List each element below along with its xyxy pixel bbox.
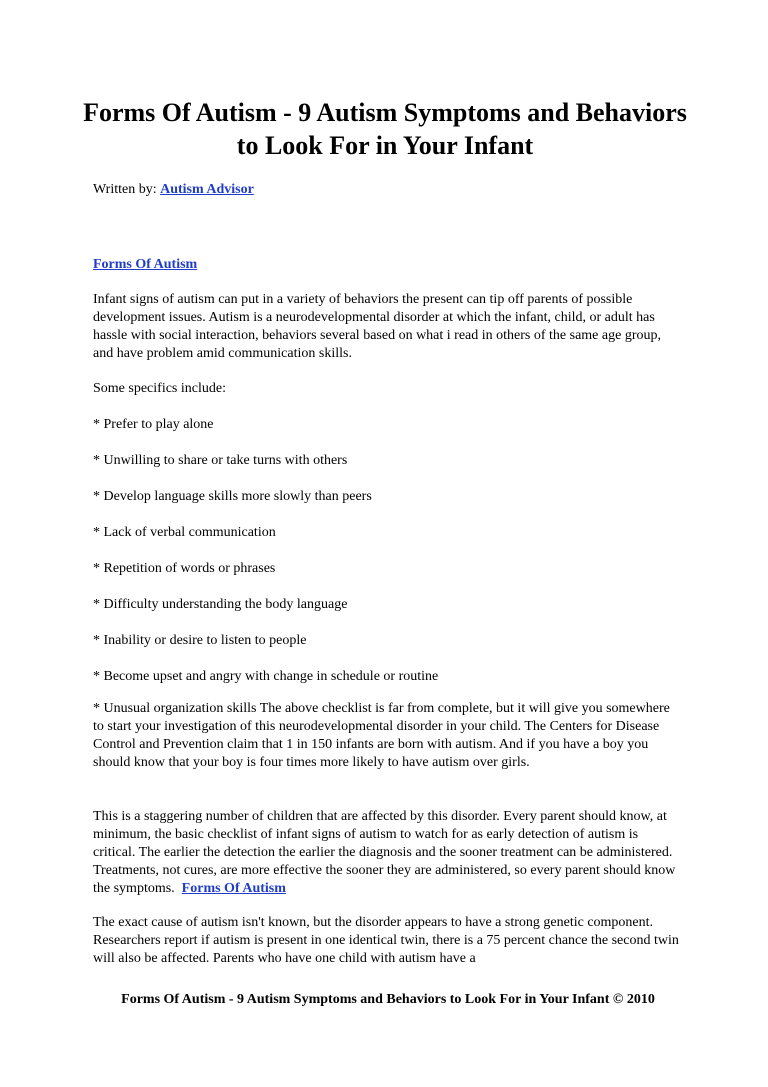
paragraph-intro: Infant signs of autism can put in a variety of behaviors the present can tip off parents of possible development issues. Autism is a neurodevelopmental disorder at which the infant, child, or adult has hassle with social interaction, behaviors several based on what i read in others of the same age group, and have problem amid communication skills. <box>93 292 661 361</box>
section-heading <box>93 256 197 274</box>
page-footer: Forms Of Autism - 9 Autism Symptoms and Behaviors to Look For in Your Infant © 2010 <box>121 992 655 1007</box>
paragraph-specifics: Some specifics include: <box>93 381 226 396</box>
symptom-list <box>93 416 683 704</box>
inline-link[interactable]: Forms Of Autism <box>181 881 286 896</box>
paragraph-statistics <box>93 808 683 898</box>
paragraph-checklist: * Unusual organization skills The above checklist is far from complete, but it will give you somewhere to start your investigation of this neurodevelopmental disorder in your child. The Centers for Disease Control and Prevention claim that 1 in 150 infants are born with autism. And if you have a boy you should know that your boy is four times more likely to have autism over girls. <box>93 701 670 770</box>
list-item: * Repetition of words or phrases <box>93 561 276 576</box>
list-item: * Develop language skills more slowly than peers <box>93 489 372 504</box>
list-item: * Unwilling to share or take turns with others <box>93 453 348 468</box>
section-link[interactable]: Forms Of Autism <box>93 257 198 272</box>
paragraph-statistics-text: This is a staggering number of children that are affected by this disorder. Every parent should know, at minimum, the basic checklist of infant signs of autism to watch for as early detection of autism is critical. The earlier the detection the earlier the diagnosis and the sooner treatment can be administered. Treatments, not cures, are more effective the sooner they are administered, so every parent should know the symptoms. <box>93 809 676 896</box>
list-item: * Prefer to play alone <box>93 417 214 432</box>
list-item: * Lack of verbal communication <box>93 525 276 540</box>
byline-prefix: Written by: <box>93 182 161 197</box>
author-link[interactable]: Autism Advisor <box>160 182 254 197</box>
list-item: * Become upset and angry with change in schedule or routine <box>93 669 439 684</box>
list-item: * Inability or desire to listen to people <box>93 633 307 648</box>
paragraph-causes: The exact cause of autism isn't known, but the disorder appears to have a strong genetic component. Researchers report if autism is present in one identical twin, there is a 75 percent chance the second twin will also be affected. Parents who have one child with autism have a <box>93 915 679 966</box>
byline <box>93 181 254 199</box>
page-title: Forms Of Autism - 9 Autism Symptoms and Behaviors to Look For in Your Infant <box>83 98 687 160</box>
list-item: * Difficulty understanding the body language <box>93 597 348 612</box>
